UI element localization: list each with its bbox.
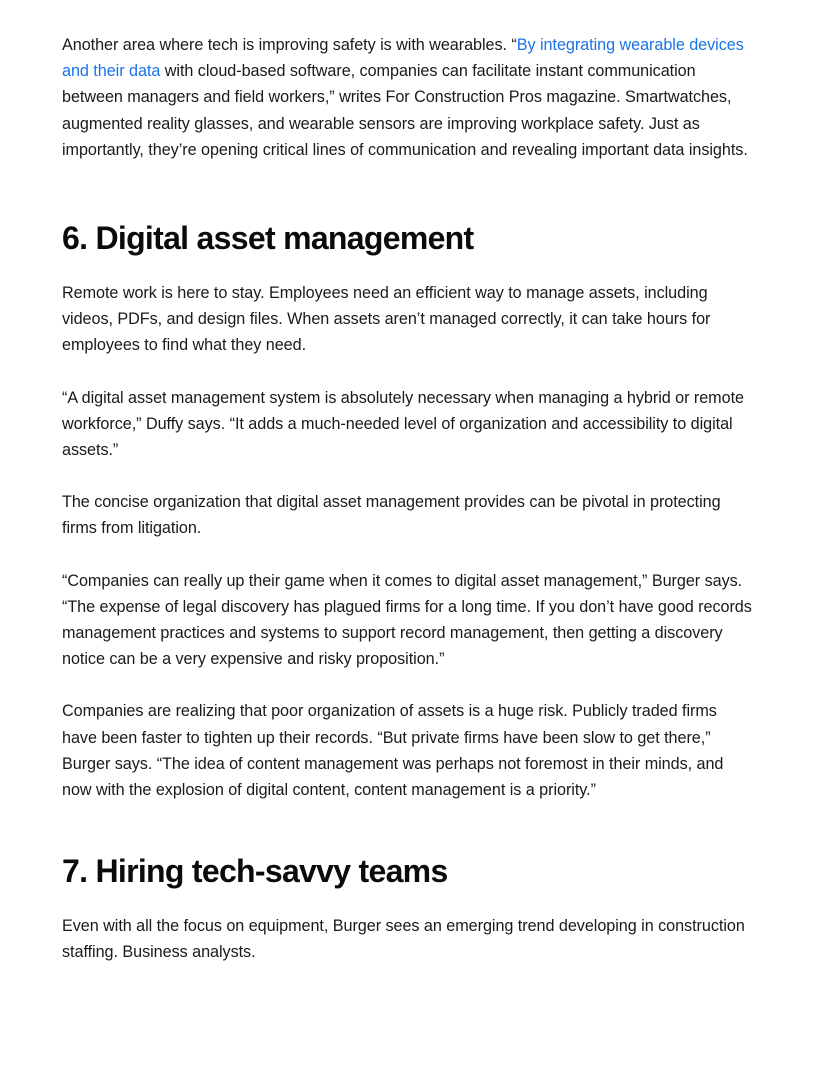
section-heading-digital-asset-management: 6. Digital asset management bbox=[62, 220, 474, 257]
section-heading-hiring-tech-savvy-teams: 7. Hiring tech-savvy teams bbox=[62, 853, 448, 890]
paragraph-text-segment: Another area where tech is improving safety is with wearables. “ bbox=[62, 36, 517, 54]
paragraph-wearables bbox=[62, 32, 753, 163]
paragraph-duffy-quote: “A digital asset management system is absolutely necessary when managing a hybrid or remote workforce,” Duffy says. “It adds a much-needed level of organization and accessibility to digital assets.” bbox=[62, 388, 744, 460]
paragraph-construction-staffing: Even with all the focus on equipment, Burger sees an emerging trend developing in construction staffing. Business analysts. bbox=[62, 917, 745, 962]
article-body bbox=[62, 32, 753, 1072]
paragraph-text-segment: with cloud-based software, companies can facilitate instant communication between managers and field workers,” writes For Construction Pros magazine. Smartwatches, augmented reality glasses, and wearable sensors are improving workplace safety. Just as importantly, they’re opening critical lines of communication and revealing important data insights. bbox=[62, 62, 748, 159]
paragraph-remote-work: Remote work is here to stay. Employees need an efficient way to manage assets, including videos, PDFs, and design files. When assets aren’t managed correctly, it can take hours for employees to find what they need. bbox=[62, 284, 711, 355]
heading-block-digital-asset-management bbox=[62, 189, 753, 280]
paragraph-burger-quote: “Companies can really up their game when it comes to digital asset management,” Burger says. “The expense of legal discovery has plagued firms for a long time. If you don’t have good records management practices and systems to support record management, then getting a discovery notice can be a very expensive and risky proposition.” bbox=[62, 571, 752, 669]
wearable-devices-link[interactable]: By integrating wearable devices and their data bbox=[62, 36, 744, 81]
paragraph-poor-organization: Companies are realizing that poor organization of assets is a huge risk. Publicly traded firms have been faster to tighten up their records. “But private firms have been slow to get there,” Burger says. “The idea of content management was perhaps not foremost in their minds, and now with the explosion of digital content, content management is a priority.” bbox=[62, 702, 724, 800]
paragraph-concise-organization: The concise organization that digital asset management provides can be pivotal in protecting firms from litigation. bbox=[62, 493, 721, 538]
heading-block-hiring-tech-savvy-teams bbox=[62, 827, 753, 913]
page-bottom-spacer bbox=[62, 992, 753, 1072]
